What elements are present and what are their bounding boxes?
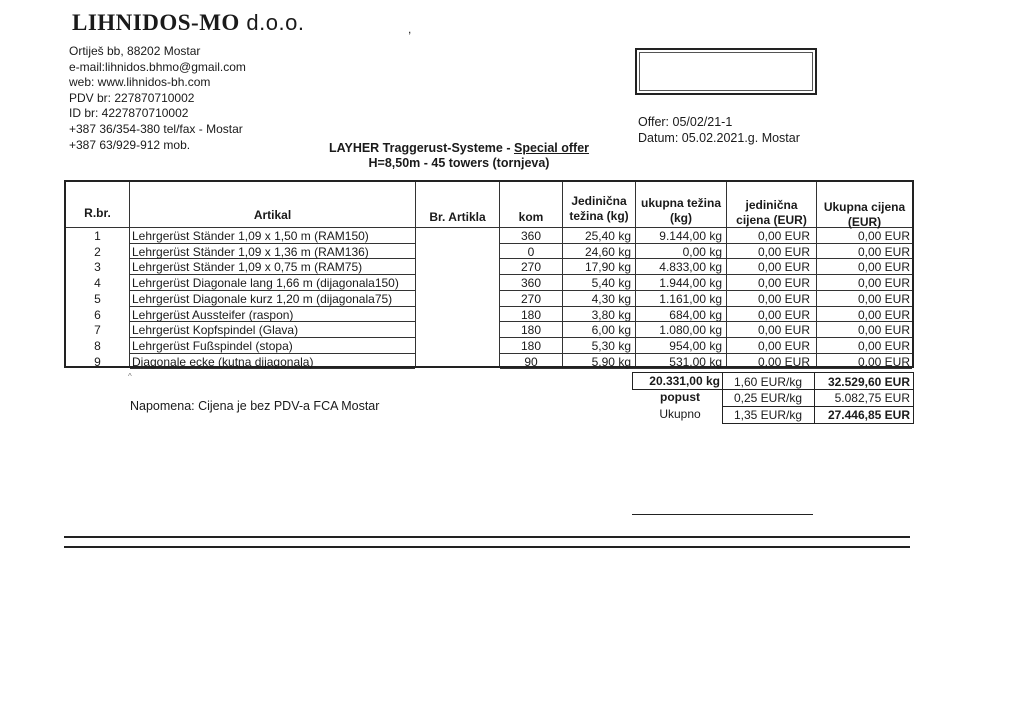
cell-jed-cijena: 0,00 EUR (757, 276, 810, 291)
cell-rbr: 6 (94, 307, 101, 322)
cell-jed-cijena: 0,00 EUR (757, 354, 810, 369)
footer-rule-top (64, 536, 910, 538)
company-name: LIHNIDOS-MO (72, 10, 240, 35)
cell-rbr: 4 (94, 276, 101, 291)
cell-uk-tezina: 684,00 kg (669, 307, 722, 322)
cell-uk-cijena: 0,00 EUR (857, 260, 910, 275)
cell-jed-cijena: 0,00 EUR (757, 338, 810, 353)
cell-rbr: 5 (94, 291, 101, 306)
offer-number: Offer: 05/02/21-1 (638, 115, 733, 129)
cell-rbr: 3 (94, 260, 101, 275)
cell-jed-tezina: 5,40 kg (591, 276, 631, 291)
popust-label: popust (660, 390, 700, 404)
cell-jed-tezina: 4,30 kg (591, 291, 631, 306)
cell-artikal: Lehrgerüst Diagonale kurz 1,20 m (dijagonala75) (132, 291, 393, 306)
ukupno-rate: 1,35 EUR/kg (733, 408, 803, 422)
cell-artikal: Lehrgerüst Ständer 1,09 x 0,75 m (RAM75) (132, 260, 363, 275)
signature-line (632, 514, 813, 515)
offer-date: Datum: 05.02.2021.g. Mostar (638, 131, 800, 145)
contact-pdv: PDV br: 227870710002 (69, 90, 195, 105)
cell-jed-cijena: 0,00 EUR (757, 323, 810, 338)
cell-artikal: Diagonale ecke (kutna dijagonala) (132, 354, 314, 369)
header-br-artikla: Br. Artikla (429, 210, 486, 224)
title-prefix: LAYHER Traggerust-Systeme - (328, 141, 514, 155)
header-uk-cijena: Ukupna cijena (EUR) (823, 200, 906, 229)
contact-mob: +387 63/929-912 mob. (69, 137, 191, 152)
cell-uk-tezina: 1.944,00 kg (659, 276, 722, 291)
cell-jed-cijena: 0,00 EUR (757, 291, 810, 306)
header-jed-cijena: jedinična cijena (EUR) (736, 198, 807, 227)
cell-uk-cijena: 0,00 EUR (857, 338, 910, 353)
cell-uk-tezina: 1.161,00 kg (659, 291, 722, 306)
cell-jed-cijena: 0,00 EUR (757, 260, 810, 275)
ukupno-amount: 27.446,85 EUR (827, 408, 910, 422)
header-uk-tezina: ukupna težina (kg) (640, 196, 721, 225)
cell-kom: 180 (520, 338, 542, 353)
popust-amount: 5.082,75 EUR (834, 391, 910, 405)
cell-rbr: 9 (94, 354, 101, 369)
company-header (72, 10, 304, 36)
footer-rule-bottom (64, 546, 910, 548)
items-table (64, 180, 914, 368)
cell-jed-cijena: 0,00 EUR (757, 229, 810, 243)
cell-artikal: Lehrgerüst Diagonale lang 1,66 m (dijagonala150) (132, 276, 399, 291)
stamp-box (635, 48, 817, 95)
header-kom: kom (518, 210, 544, 224)
cell-uk-tezina: 954,00 kg (669, 338, 722, 353)
cell-jed-tezina: 5,30 kg (591, 338, 631, 353)
contact-email: e-mail:lihnidos.bhmo@gmail.com (69, 59, 246, 74)
company-suffix: d.o.o. (246, 10, 305, 35)
note-text: Napomena: Cijena je bez PDV-a FCA Mostar (130, 399, 380, 413)
cell-uk-cijena: 0,00 EUR (857, 307, 910, 322)
cell-uk-cijena: 0,00 EUR (857, 276, 910, 291)
header-rbr: R.br. (84, 206, 111, 220)
cell-uk-tezina: 1.080,00 kg (659, 323, 722, 338)
popust-rate: 0,25 EUR/kg (733, 391, 803, 405)
title-subtitle: H=8,50m - 45 towers (tornjeva) (368, 156, 550, 170)
contact-id: ID br: 4227870710002 (69, 106, 189, 121)
contact-address: Ortiješ bb, 88202 Mostar (69, 44, 201, 58)
cell-kom: 180 (520, 307, 542, 322)
cell-rbr: 2 (94, 244, 101, 259)
offer-info (638, 114, 800, 146)
scan-speck: ^ (128, 372, 132, 381)
cell-jed-tezina: 5,90 kg (591, 354, 631, 369)
contact-tel: +387 36/354-380 tel/fax - Mostar (69, 121, 243, 136)
cell-rbr: 7 (94, 323, 101, 338)
cell-uk-tezina: 4.833,00 kg (659, 260, 722, 275)
cell-jed-tezina: 3,80 kg (591, 307, 631, 322)
cell-uk-cijena: 0,00 EUR (857, 354, 910, 369)
scan-mark: , (408, 22, 412, 36)
cell-kom: 360 (520, 276, 542, 291)
cell-uk-cijena: 0,00 EUR (857, 291, 910, 306)
cell-jed-tezina: 17,90 kg (584, 260, 631, 275)
cell-kom: 270 (520, 260, 542, 275)
cell-uk-tezina: 0,00 kg (682, 244, 722, 259)
document-title (328, 141, 590, 171)
cell-rbr: 8 (94, 338, 101, 353)
cell-jed-tezina: 25,40 kg (584, 229, 631, 243)
cell-artikal: Lehrgerüst Aussteifer (raspon) (132, 307, 294, 322)
cell-jed-tezina: 6,00 kg (591, 323, 631, 338)
cell-artikal: Lehrgerüst Ständer 1,09 x 1,50 m (RAM150) (132, 229, 369, 243)
cell-uk-tezina: 9.144,00 kg (659, 229, 722, 243)
total-weight: 20.331,00 kg (649, 374, 720, 388)
total-rate: 1,60 EUR/kg (733, 375, 803, 389)
cell-jed-tezina: 24,60 kg (584, 244, 631, 259)
cell-artikal: Lehrgerüst Kopfspindel (Glava) (132, 323, 299, 338)
cell-uk-cijena: 0,00 EUR (857, 323, 910, 338)
cell-artikal: Lehrgerüst Ständer 1,09 x 1,36 m (RAM136) (132, 244, 369, 259)
cell-uk-cijena: 0,00 EUR (857, 229, 910, 243)
cell-kom: 180 (520, 323, 542, 338)
title-special-offer: Special offer (513, 141, 590, 155)
cell-uk-tezina: 531,00 kg (669, 354, 722, 369)
ukupno-label: Ukupno (659, 407, 701, 421)
cell-jed-cijena: 0,00 EUR (757, 244, 810, 259)
header-jed-tezina: Jedinična težina (kg) (569, 194, 629, 223)
cell-rbr: 1 (94, 229, 101, 243)
cell-uk-cijena: 0,00 EUR (857, 244, 910, 259)
cell-artikal: Lehrgerüst Fußspindel (stopa) (132, 338, 293, 353)
cell-kom: 360 (520, 229, 542, 243)
header-artikal: Artikal (253, 208, 292, 222)
total-amount: 32.529,60 EUR (827, 375, 910, 389)
cell-kom: 0 (527, 244, 535, 259)
cell-kom: 270 (520, 291, 542, 306)
cell-kom: 90 (524, 354, 538, 369)
cell-jed-cijena: 0,00 EUR (757, 307, 810, 322)
contact-block (69, 44, 246, 153)
contact-web: web: www.lihnidos-bh.com (69, 75, 211, 90)
